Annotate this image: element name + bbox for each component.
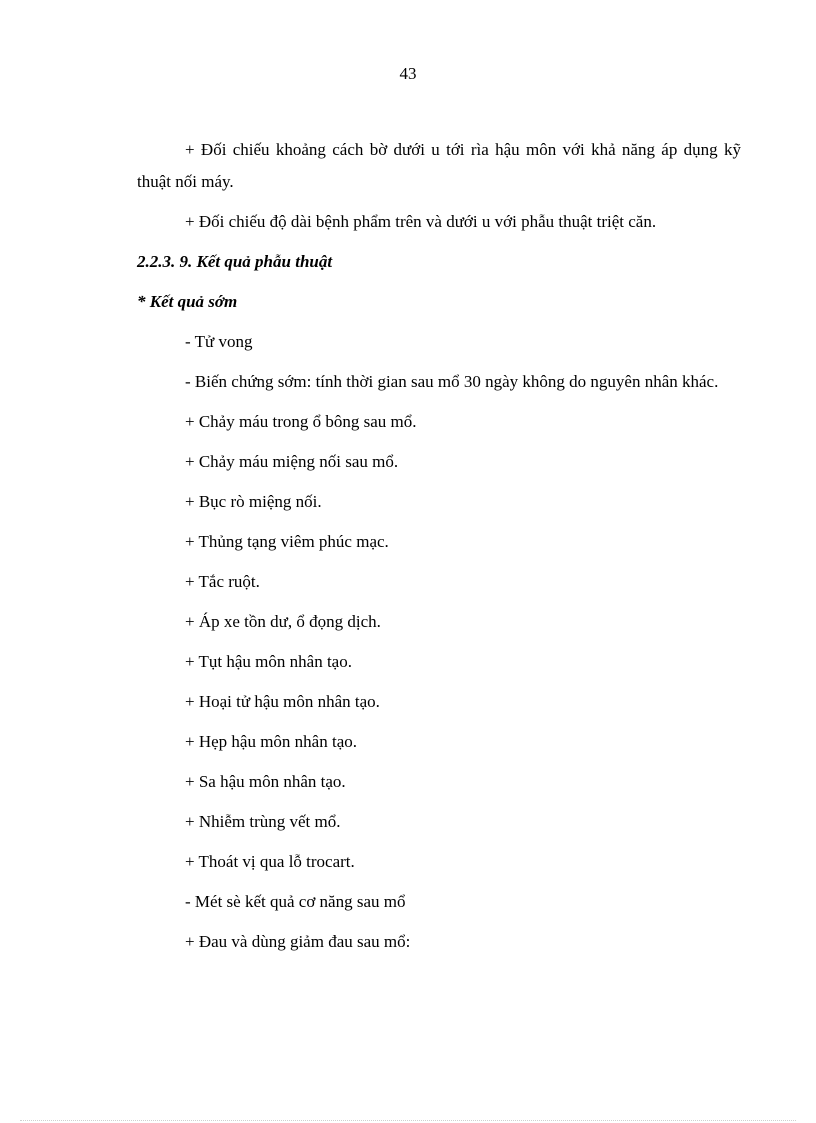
list-item: + Bục rò miệng nối.: [185, 492, 322, 511]
list-item: + Hẹp hậu môn nhân tạo.: [185, 732, 357, 751]
list-item: - Tử vong: [185, 332, 253, 351]
subsection-heading: * Kết quả sớm: [137, 292, 238, 311]
section-heading: 2.2.3. 9. Kết quả phẫu thuật: [137, 252, 333, 271]
list-item: + Chảy máu miệng nối sau mổ.: [185, 452, 399, 471]
list-item: + Nhiễm trùng vết mổ.: [185, 812, 341, 831]
list-item: + Thủng tạng viêm phúc mạc.: [185, 532, 389, 551]
list-item: + Tắc ruột.: [185, 572, 260, 591]
list-item: + Đau và dùng giảm đau sau mổ:: [185, 932, 411, 951]
list-item: + Sa hậu môn nhân tạo.: [185, 772, 346, 791]
paragraph-specimen-length: + Đối chiếu độ dài bệnh phẩm trên và dưới u với phẫu thuật triệt căn.: [185, 212, 657, 231]
list-item: + Áp xe tồn dư, ổ đọng dịch.: [185, 612, 381, 631]
list-item: + Chảy máu trong ổ bông sau mổ.: [185, 412, 417, 431]
list-item: - Biến chứng sớm: tính thời gian sau mổ 30 ngày không do nguyên nhân khác.: [185, 372, 719, 391]
page-number: 43: [399, 64, 417, 83]
document-body: [137, 140, 741, 972]
list-item: - Mét sè kết quả cơ năng sau mổ: [185, 892, 406, 911]
list-item: + Tụt hậu môn nhân tạo.: [185, 652, 352, 671]
paragraph-distance-comparison: + Đối chiếu khoảng cách bờ dưới u tới rìa hậu môn với khả năng áp dụng kỹ thuật nối máy.: [137, 140, 741, 191]
list-item: + Hoại tử hậu môn nhân tạo.: [185, 692, 380, 711]
list-item: + Thoát vị qua lỗ trocart.: [185, 852, 355, 871]
page-bottom-divider: [20, 1120, 796, 1121]
